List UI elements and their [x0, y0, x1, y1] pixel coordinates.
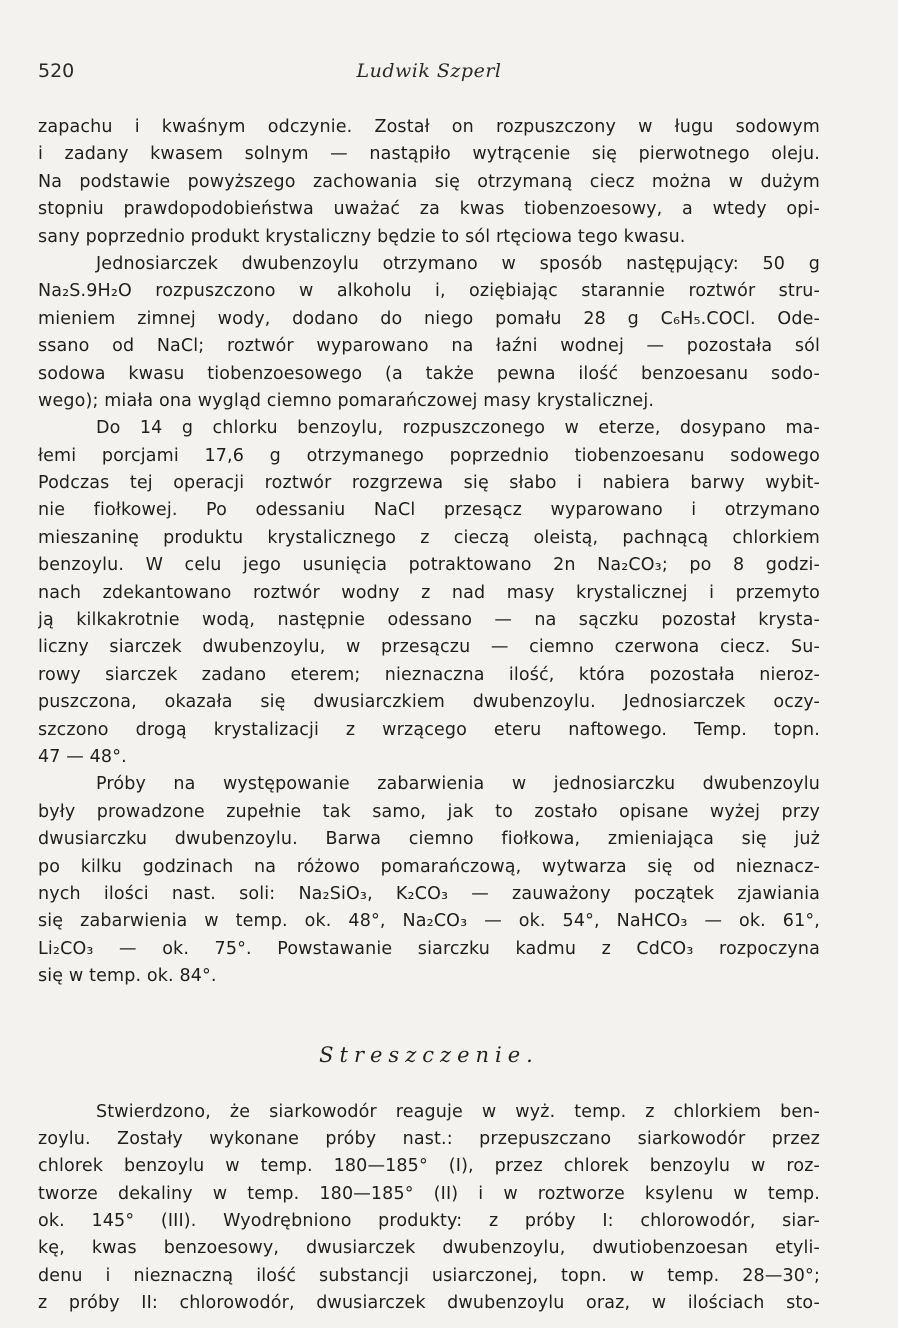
paragraph: [38, 415, 820, 771]
text-line: dwusiarczku dwubenzoylu. Barwa ciemno fiołkowa, zmieniająca się już: [38, 829, 820, 850]
text-line: się zabarwienia w temp. ok. 48°, Na₂CO₃ — ok. 54°, NaHCO₃ — ok. 61°,: [38, 911, 820, 932]
text-line: Na podstawie powyższego zachowania się otrzymaną ciecz można w dużym: [38, 171, 820, 192]
text-line: nie fiołkowej. Po odessaniu NaCl przesącz wyparowano i otrzymano: [38, 500, 820, 521]
text-line: nach zdekantowano roztwór wodny z nad masy krystalicznej i przemyto: [38, 582, 820, 603]
text-line: Do 14 g chlorku benzoylu, rozpuszczonego w eterze, dosypano ma-: [96, 418, 820, 439]
text-line: ssano od NaCl; roztwór wyparowano na łaźni wodnej — pozostała sól: [38, 336, 820, 357]
text-line: mieniem zimnej wody, dodano do niego pomału 28 g C₆H₅.COCl. Ode-: [38, 308, 820, 329]
summary-line: zoylu. Zostały wykonane próby nast.: przepuszczano siarkowodór przez: [38, 1128, 820, 1149]
page-header: [38, 60, 820, 88]
summary-line: kę, kwas benzoesowy, dwusiarczek dwubenzoylu, dwutiobenzoesan etyli-: [38, 1238, 820, 1259]
summary-line: chlorek benzoylu w temp. 180—185° (I), przez chlorek benzoylu w roz-: [38, 1156, 820, 1177]
summary-line: ok. 145° (III). Wyodrębniono produkty: z próby I: chlorowodór, siar-: [38, 1211, 820, 1232]
summary-line: z próby II: chlorowodór, dwusiarczek dwubenzoylu oraz, w ilościach sto-: [38, 1293, 820, 1314]
text-line: Podczas tej operacji roztwór rozgrzewa się słabo i nabiera barwy wybit-: [38, 473, 820, 494]
text-line: zapachu i kwaśnym odczynie. Został on rozpuszczony w ługu sodowym: [38, 117, 820, 137]
section-title: Streszczenie.: [319, 1042, 539, 1067]
text-line: się w temp. ok. 84°.: [38, 966, 217, 987]
text-line: puszczona, okazała się dwusiarczkiem dwubenzoylu. Jednosiarczek oczy-: [38, 692, 820, 713]
text-line: stopniu prawdopodobieństwa uważać za kwas tiobenzoesowy, a wtedy opi-: [38, 199, 820, 220]
text-line: 47 — 48°.: [38, 746, 127, 767]
text-line: Na₂S.9H₂O rozpuszczono w alkoholu i, oziębiając starannie roztwór stru-: [38, 281, 820, 302]
summary-section: [38, 1099, 820, 1318]
body-text: [38, 114, 820, 1318]
paragraph: [38, 114, 820, 251]
text-line: szczono drogą krystalizacji z wrzącego eteru naftowego. Temp. topn.: [38, 719, 820, 740]
text-line: wego); miała ona wygląd ciemno pomarańczowej masy krystalicznej.: [38, 390, 655, 411]
text-line: łemi porcjami 17,6 g otrzymanego poprzednio tiobenzoesanu sodowego: [38, 445, 820, 466]
running-head-author: Ludwik Szperl: [356, 60, 502, 82]
text-line: sany poprzednio produkt krystaliczny będzie to sól rtęciowa tego kwasu.: [38, 226, 686, 247]
text-line: nych ilości nast. soli: Na₂SiO₃, K₂CO₃ — zauważony początek zjawiania: [38, 883, 820, 904]
page-number: 520: [38, 60, 75, 82]
summary-line: Stwierdzono, że siarkowodór reaguje w wyż. temp. z chlorkiem ben-: [96, 1101, 820, 1122]
text-line: były prowadzone zupełnie tak samo, jak to zostało opisane wyżej przy: [38, 801, 820, 822]
paragraph: [38, 771, 820, 990]
text-line: Jednosiarczek dwubenzoylu otrzymano w sposób następujący: 50 g: [96, 253, 820, 274]
text-line: Li₂CO₃ — ok. 75°. Powstawanie siarczku kadmu z CdCO₃ rozpoczyna: [38, 938, 820, 959]
paragraph: [38, 251, 820, 415]
text-line: Próby na występowanie zabarwienia w jednosiarczku dwubenzoylu: [96, 774, 820, 795]
text-line: mieszaninę produktu krystalicznego z cieczą oleistą, pachnącą chlorkiem: [38, 527, 820, 548]
text-line: po kilku godzinach na różowo pomarańczową, wytwarza się od nieznacz-: [38, 856, 820, 877]
text-line: sodowa kwasu tiobenzoesowego (a także pewna ilość benzoesanu sodo-: [38, 363, 820, 384]
text-line: liczny siarczek dwubenzoylu, w przesączu — ciemno czerwona ciecz. Su-: [38, 637, 820, 658]
text-line: rowy siarczek zadano eterem; nieznaczna ilość, która pozostała nieroz-: [38, 664, 820, 685]
text-line: benzoylu. W celu jego usunięcia potraktowano 2n Na₂CO₃; po 8 godzi-: [38, 555, 820, 576]
text-line: i zadany kwasem solnym — nastąpiło wytrącenie się pierwotnego oleju.: [38, 144, 820, 165]
text-line: ją kilkakrotnie wodą, następnie odessano — na sączku pozostał krysta-: [38, 610, 820, 631]
summary-line: tworze dekaliny w temp. 180—185° (II) i w roztworze ksylenu w temp.: [38, 1183, 820, 1204]
paragraphs-container: [38, 114, 820, 991]
summary-line: denu i nieznaczną ilość substancji usiarczonej, topn. w temp. 28—30°;: [38, 1265, 820, 1286]
